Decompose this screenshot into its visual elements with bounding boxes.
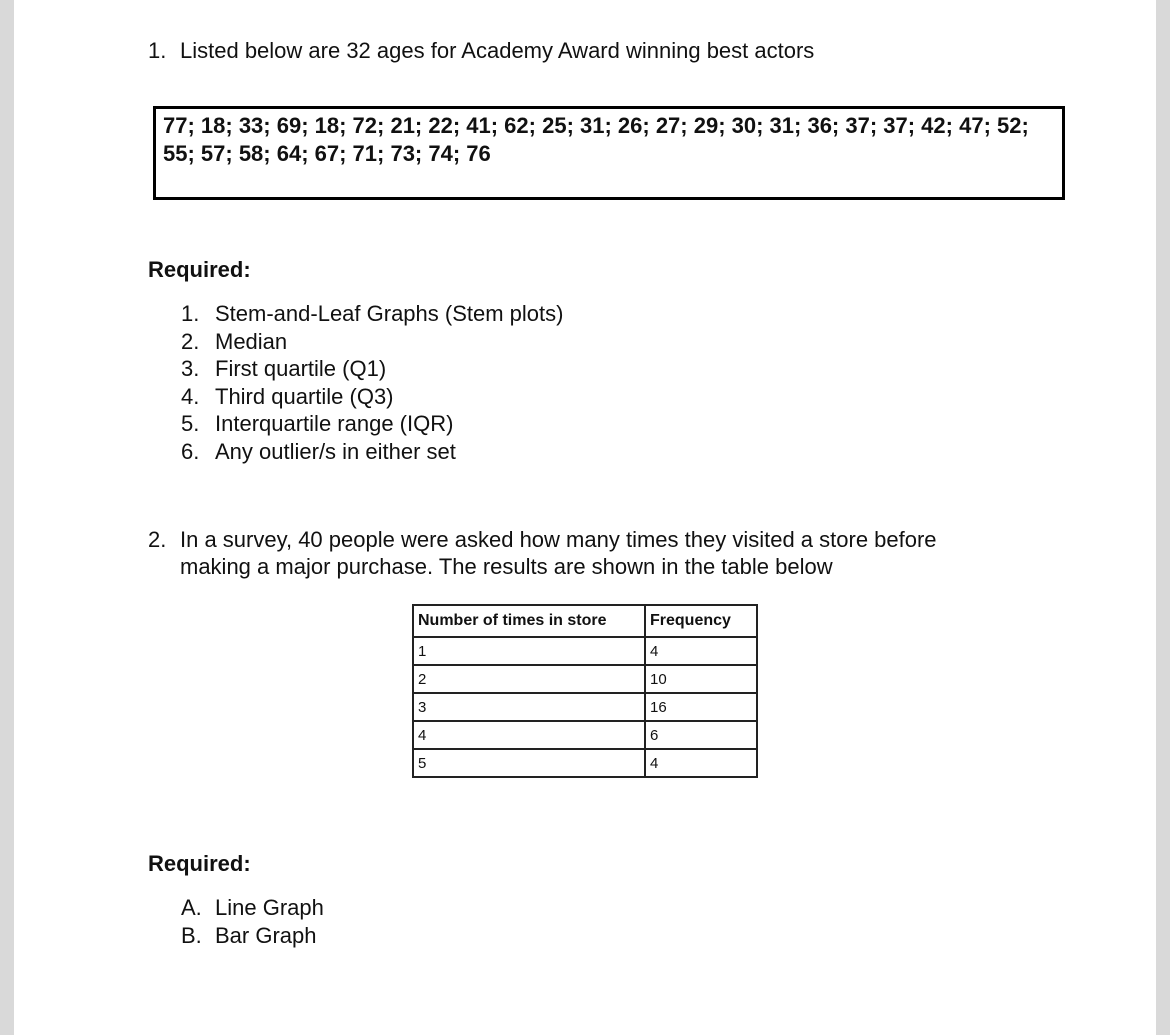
table-row — [413, 693, 757, 721]
table-cell: 4 — [413, 721, 645, 749]
table-header-frequency: Frequency — [645, 605, 757, 637]
ages-data-line-2: 55; 57; 58; 64; 67; 71; 73; 74; 76 — [163, 141, 491, 166]
table-row — [413, 721, 757, 749]
table-cell: 5 — [413, 749, 645, 777]
list-item: B. Bar Graph — [181, 922, 317, 948]
list-item: 6. Any outlier/s in either set — [181, 438, 456, 464]
question-2-requirements-list — [181, 894, 324, 949]
table-row — [413, 749, 757, 777]
ages-data-box — [153, 106, 1065, 200]
question-1-text: Listed below are 32 ages for Academy Award winning best actors — [180, 38, 815, 63]
table-cell: 4 — [645, 749, 757, 777]
list-item: 3. First quartile (Q1) — [181, 356, 387, 382]
table-cell: 1 — [413, 637, 645, 665]
table-header-times: Number of times in store — [413, 605, 645, 637]
question-2-text-line-1: In a survey, 40 people were asked how many times they visited a store before — [180, 527, 937, 552]
question-2-required-label: Required: — [148, 851, 251, 876]
ages-data-line-1: 77; 18; 33; 69; 18; 72; 21; 22; 41; 62; 25; 31; 26; 27; 29; 30; 31; 36; 37; 37; 42; 47; 52; — [163, 113, 1029, 138]
table-cell: 4 — [645, 637, 757, 665]
table-cell: 10 — [645, 665, 757, 693]
list-item: 4. Third quartile (Q3) — [181, 383, 394, 409]
table-cell: 6 — [645, 721, 757, 749]
document-page — [14, 0, 1156, 1035]
question-2-number: 2. — [148, 527, 167, 552]
table-row — [413, 637, 757, 665]
list-item: A. Line Graph — [181, 895, 324, 920]
list-item: 5. Interquartile range (IQR) — [181, 411, 454, 437]
table-cell: 16 — [645, 693, 757, 721]
list-item: 2. Median — [181, 328, 288, 354]
question-1-number: 1. — [148, 38, 167, 63]
table-row — [413, 665, 757, 693]
question-2-text-line-2: making a major purchase. The results are shown in the table below — [180, 554, 833, 579]
ages-data — [163, 112, 1029, 168]
question-1-required-label: Required: — [148, 257, 251, 282]
table-cell: 3 — [413, 693, 645, 721]
table-header-row — [413, 605, 757, 637]
frequency-table — [412, 604, 758, 778]
question-1-requirements-list — [181, 300, 563, 466]
list-item: 1. Stem-and-Leaf Graphs (Stem plots) — [181, 301, 564, 326]
table-cell: 2 — [413, 665, 645, 693]
